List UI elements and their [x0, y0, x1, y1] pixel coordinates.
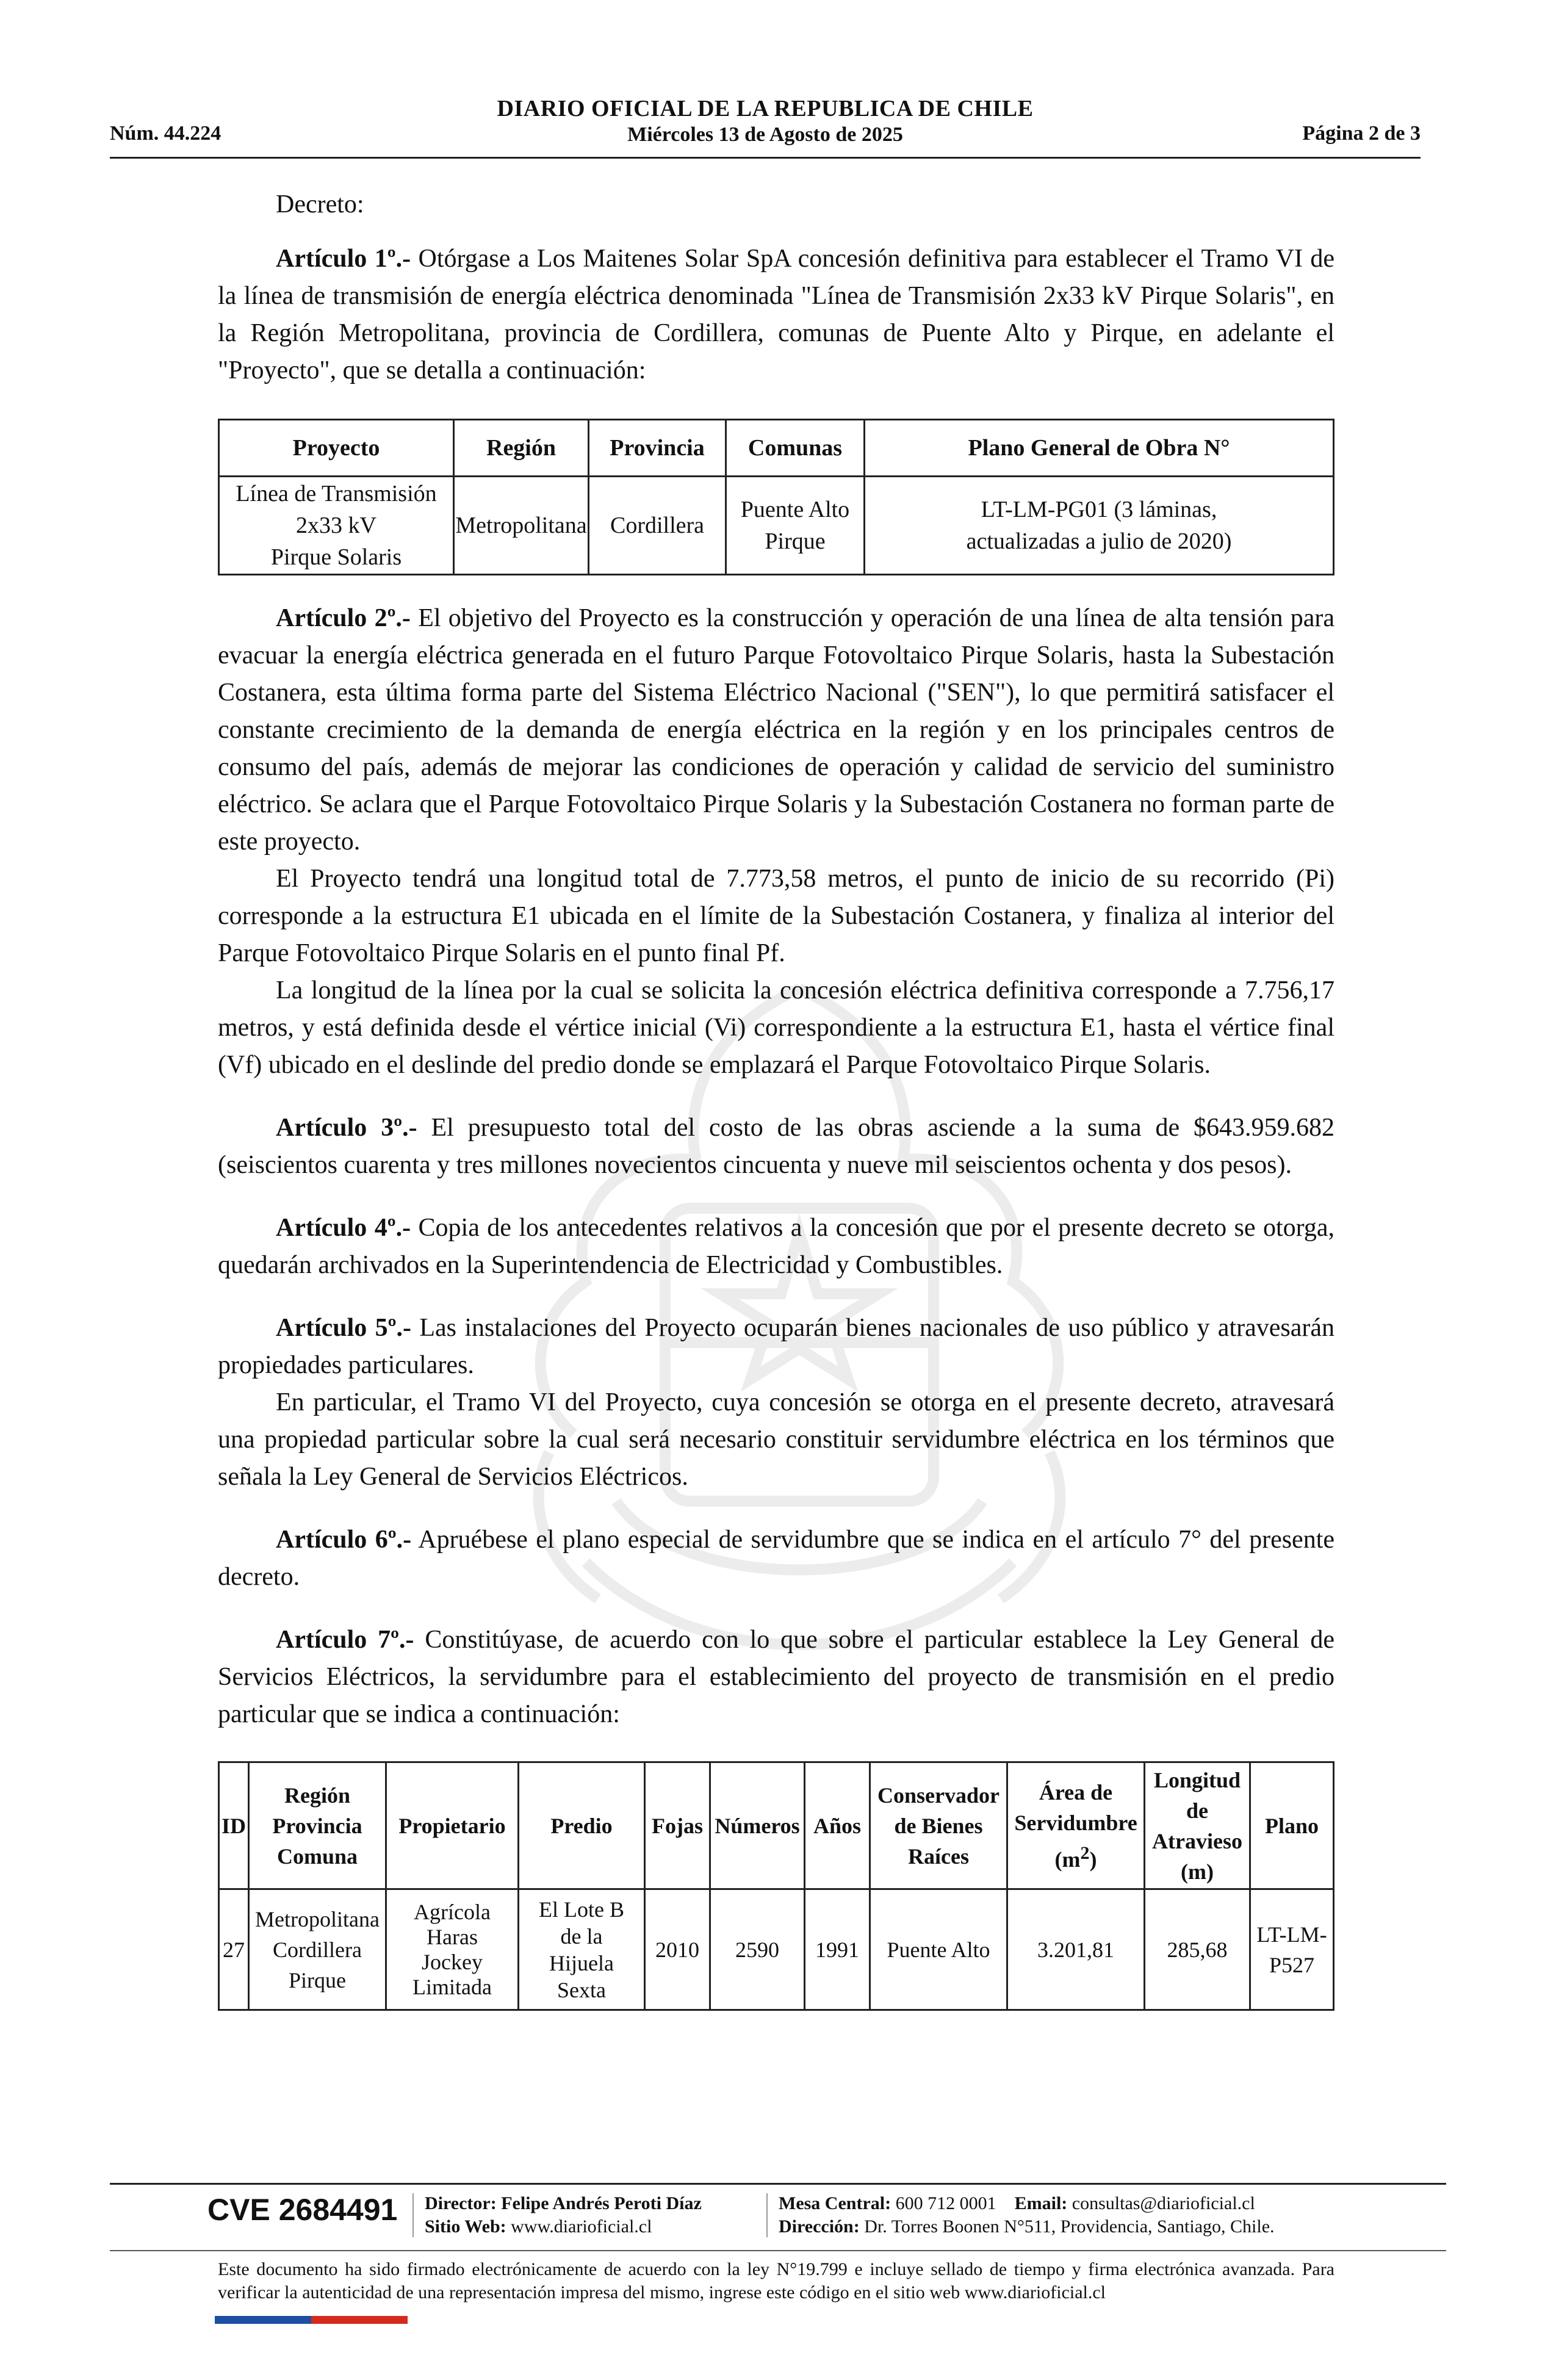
- cell-line: Hijuela: [549, 1950, 614, 1975]
- article-6: [218, 1521, 1334, 1596]
- cell-numeros: 2590: [710, 1889, 805, 2010]
- article-7-text: Constitúyase, de acuerdo con lo que sobre el particular establece la Ley General de Servicios Eléctricos, la servidumbre para el establecimiento del proyecto de transmisión en el predio particular que se indica a continuación:: [218, 1626, 1334, 1728]
- spacer: [218, 1496, 1334, 1521]
- spacer: [218, 1284, 1334, 1310]
- header-line: Provincia: [272, 1813, 362, 1838]
- decree-body: [218, 186, 1334, 2011]
- flag-red-segment: [311, 2316, 408, 2324]
- article-3-text: El presupuesto total del costo de las obras asciende a la suma de $643.959.682 (seiscientos cuarenta y tres millones novecientos cincuenta y nueve mil seiscientos ochenta y dos pesos).: [218, 1114, 1334, 1179]
- cell-line: Cordillera: [273, 1937, 362, 1962]
- header-text: (m: [1054, 1847, 1081, 1872]
- footer-separator: [766, 2193, 768, 2237]
- article-7: [218, 1621, 1334, 1733]
- col-anos: Años: [805, 1762, 870, 1889]
- col-area: [1007, 1762, 1145, 1889]
- cell-conservador: Puente Alto: [870, 1889, 1007, 2010]
- cell-plano: [865, 477, 1334, 575]
- cell-predio: [519, 1889, 645, 2010]
- project-table-header: [219, 420, 1334, 477]
- col-id: ID: [219, 1762, 249, 1889]
- col-plano: Plano General de Obra N°: [865, 420, 1334, 477]
- article-2-paragraph-3: La longitud de la línea por la cual se solicita la concesión eléctrica definitiva corresponde a 7.756,17 metros, y está definida desde el vértice inicial (Vi) correspondiente a la estructura E1, hasta el vértice final (Vf) ubicado en el deslinde del predio donde se emplazará el Parque Fotovoltaico Pirque Solaris.: [218, 976, 1334, 1079]
- col-region: Región: [454, 420, 589, 477]
- cell-line: Pirque Solaris: [270, 544, 402, 570]
- project-table: [218, 419, 1334, 575]
- col-region-provincia-comuna: [249, 1762, 386, 1889]
- col-fojas: Fojas: [645, 1762, 710, 1889]
- cell-line: Agrícola: [414, 1899, 491, 1924]
- cell-line: Haras: [427, 1924, 478, 1949]
- publication-date: Miércoles 13 de Agosto de 2025: [627, 123, 903, 146]
- header-line: Comuna: [276, 1844, 358, 1869]
- cell-line: de la: [560, 1924, 603, 1949]
- cell-id: 27: [219, 1889, 249, 2010]
- issue-number: Núm. 44.224: [110, 122, 222, 145]
- cell-line: Pirque: [289, 1967, 346, 1992]
- cell-proyecto: [219, 477, 454, 575]
- col-numeros: Números: [710, 1762, 805, 1889]
- address-label: Dirección:: [779, 2216, 860, 2237]
- footer-contact-block: [779, 2192, 1275, 2238]
- col-proyecto: Proyecto: [219, 420, 454, 477]
- header-line: Servidumbre: [1014, 1810, 1137, 1835]
- article-6-text: Apruébese el plano especial de servidumbre que se indica en el artículo 7° del presente decreto.: [218, 1526, 1335, 1591]
- address-line: [779, 2215, 1275, 2238]
- article-5-heading: Artículo 5º.-: [276, 1314, 411, 1342]
- cve-code: CVE 2684491: [207, 2193, 398, 2227]
- page-header: [110, 93, 1421, 159]
- easement-table-header: [219, 1762, 1334, 1889]
- footer-separator: [412, 2193, 414, 2237]
- article-1-text: Otórgase a Los Maitenes Solar SpA concesión definitiva para establecer el Tramo VI de la línea de transmisión de energía eléctrica denominada "Línea de Transmisión 2x33 kV Pirque Solaris", en la Región Metropolitana, provincia de Cordillera, comunas de Puente Alto y Pirque, en adelante el "Proyecto", que se detalla a continuación:: [218, 245, 1335, 384]
- header-line: Región: [284, 1783, 350, 1808]
- website-link[interactable]: www.diarioficial.cl: [511, 2216, 652, 2237]
- superscript: 2: [1080, 1842, 1090, 1863]
- legal-notice: Este documento ha sido firmado electrónicamente de acuerdo con la ley N°19.799 e incluye sellado de tiempo y firma electrónica avanzada. Para verificar la autenticidad de una representación impresa del mismo, ingrese este código en el sitio web www.diarioficial.cl: [218, 2259, 1334, 2302]
- article-2-heading: Artículo 2º.-: [276, 604, 411, 632]
- header-line: Área de: [1039, 1780, 1113, 1805]
- col-longitud: [1145, 1762, 1250, 1889]
- cell-line: Pirque: [765, 528, 826, 554]
- email-link[interactable]: consultas@diarioficial.cl: [1072, 2193, 1255, 2213]
- cell-line: LT-LM-PG01 (3 láminas,: [981, 497, 1217, 522]
- header-line: de: [1186, 1798, 1208, 1823]
- header-text: ): [1089, 1847, 1097, 1872]
- cell-comunas: [726, 477, 865, 575]
- article-5-text: Las instalaciones del Proyecto ocuparán bienes nacionales de uso público y atravesarán propiedades particulares.: [218, 1314, 1334, 1379]
- col-conservador: [870, 1762, 1007, 1889]
- phone-number: 600 712 0001: [895, 2193, 996, 2213]
- article-4-heading: Artículo 4º.-: [276, 1214, 411, 1242]
- cell-propietario: [386, 1889, 519, 2010]
- cell-line: P527: [1269, 1952, 1315, 1977]
- article-2-text: El objetivo del Proyecto es la construcción y operación de una línea de alta tensión para evacuar la energía eléctrica generada en el futuro Parque Fotovoltaico Pirque Solaris, hasta la Subestación Costanera, esta última forma parte del Sistema Eléctrico Nacional ("SEN"), lo que permitirá satisfacer el constante crecimiento de la demanda de energía eléctrica en la región y en los principales centros de consumo del país, además de mejorar las condiciones de operación y calidad de servicio del suministro eléctrico. Se aclara que el Parque Fotovoltaico Pirque Solaris y la Subestación Costanera no forman parte de este proyecto.: [218, 604, 1335, 856]
- email-label: Email:: [1014, 2193, 1068, 2213]
- flag-blue-segment: [215, 2316, 311, 2324]
- spacer: [218, 1596, 1334, 1621]
- cell-region: Metropolitana: [454, 477, 589, 575]
- cell-plano: [1250, 1889, 1334, 2010]
- col-provincia: Provincia: [589, 420, 726, 477]
- article-4: [218, 1210, 1334, 1284]
- footer-director-block: [425, 2192, 702, 2238]
- article-2: [218, 600, 1334, 860]
- decree-intro: Decreto:: [276, 190, 364, 218]
- header-line: Longitud: [1153, 1767, 1241, 1792]
- article-6-heading: Artículo 6º.-: [276, 1526, 412, 1554]
- contact-line: [779, 2192, 1275, 2215]
- table-row: [219, 1889, 1334, 2010]
- header-line: Atravieso: [1152, 1828, 1242, 1853]
- article-5-paragraph-2: En particular, el Tramo VI del Proyecto, cuya concesión se otorga en el presente decreto, atravesará una propiedad particular sobre la cual será necesario constituir servidumbre eléctrica en los términos que señala la Ley General de Servicios Eléctricos.: [218, 1388, 1334, 1491]
- spacer: [218, 1184, 1334, 1210]
- cell-line: El Lote B: [539, 1897, 624, 1922]
- cell-line: Jockey: [422, 1949, 483, 1974]
- cell-fojas: 2010: [645, 1889, 710, 2010]
- article-3-heading: Artículo 3º.-: [276, 1114, 417, 1142]
- address-text: Dr. Torres Boonen N°511, Providencia, Santiago, Chile.: [864, 2216, 1275, 2237]
- article-2-paragraph-2: El Proyecto tendrá una longitud total de 7.773,58 metros, el punto de inicio de su recorrido (Pi) corresponde a la estructura E1 ubicada en el límite de la Subestación Costanera, y finaliza al interior del Parque Fotovoltaico Pirque Solaris en el punto final Pf.: [218, 865, 1334, 967]
- article-1-heading: Artículo 1º.-: [276, 245, 411, 273]
- cell-longitud: 285,68: [1145, 1889, 1250, 2010]
- spacer: [218, 1084, 1334, 1109]
- director-name: Felipe Andrés Peroti Díaz: [501, 2193, 702, 2213]
- cell-line: Metropolitana: [255, 1906, 380, 1931]
- footer-divider: [110, 2183, 1446, 2185]
- cell-line: Sexta: [557, 1977, 606, 2002]
- cell-line: LT-LM-: [1256, 1922, 1327, 1947]
- col-propietario: Propietario: [386, 1762, 519, 1889]
- website-label: Sitio Web:: [425, 2216, 506, 2237]
- flag-stripe: [215, 2316, 408, 2324]
- cell-provincia: Cordillera: [589, 477, 726, 575]
- article-7-heading: Artículo 7º.-: [276, 1626, 414, 1654]
- header-line: de Bienes: [894, 1813, 983, 1838]
- col-plano: Plano: [1250, 1762, 1334, 1889]
- cell-line: actualizadas a julio de 2020): [966, 528, 1232, 554]
- cell-area: 3.201,81: [1007, 1889, 1145, 2010]
- article-3: [218, 1109, 1334, 1184]
- article-5: [218, 1310, 1334, 1384]
- cell-anos: 1991: [805, 1889, 870, 2010]
- page-indicator: Página 2 de 3: [1302, 122, 1421, 145]
- col-comunas: Comunas: [726, 420, 865, 477]
- website-line: [425, 2215, 702, 2238]
- header-line: Raíces: [908, 1844, 969, 1869]
- footer-divider: [110, 2250, 1446, 2251]
- header-line: [1009, 1838, 1142, 1875]
- director-label: Director:: [425, 2193, 497, 2213]
- cell-line: Puente Alto: [740, 497, 850, 522]
- publication-title: DIARIO OFICIAL DE LA REPUBLICA DE CHILE: [497, 96, 1034, 121]
- cell-region: [249, 1889, 386, 2010]
- header-line: Conservador: [877, 1783, 1000, 1808]
- header-line: (m): [1181, 1859, 1214, 1884]
- easement-table: [218, 1761, 1334, 2011]
- director-line: [425, 2192, 702, 2215]
- phone-label: Mesa Central:: [779, 2193, 891, 2213]
- col-predio: Predio: [519, 1762, 645, 1889]
- cell-line: Línea de Transmisión 2x33 kV: [236, 481, 437, 538]
- cell-line: Limitada: [412, 1974, 492, 1999]
- table-row: [219, 477, 1334, 575]
- article-1: [218, 240, 1334, 389]
- article-4-text: Copia de los antecedentes relativos a la concesión que por el presente decreto se otorga, quedarán archivados en la Superintendencia de Electricidad y Combustibles.: [218, 1214, 1334, 1279]
